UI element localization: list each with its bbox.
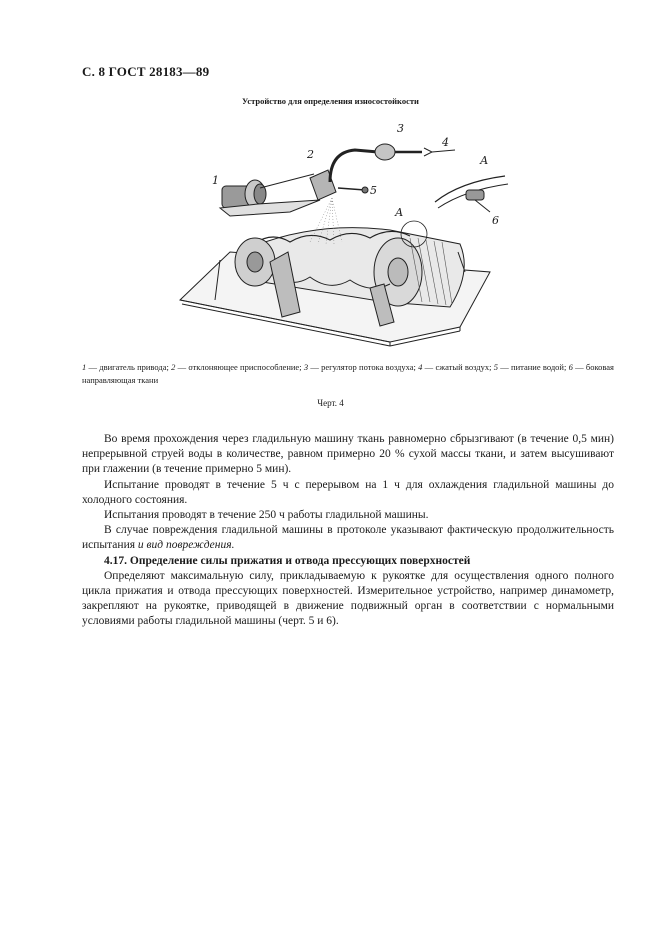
paragraph-text: В случае повреждения гладильной машины в протоколе указывают фактическую продолжительность испытания [82, 524, 614, 552]
caption-text-3: — регулятор потока воздуха; [308, 362, 419, 372]
caption-text-1: — двигатель привода; [86, 362, 172, 372]
caption-text-6: — боковая направляющая ткани [82, 362, 614, 385]
figure-caption [82, 361, 614, 387]
paragraph-emphasis: и вид повреждения. [137, 539, 235, 552]
label-6: 6 [492, 214, 499, 227]
body-text [82, 432, 614, 630]
label-5: 5 [370, 184, 377, 197]
caption-num-1: 1 [82, 362, 87, 372]
regulator [375, 144, 395, 160]
paragraph [82, 523, 614, 553]
caption-num-2: 2 [171, 362, 176, 372]
air-pipe [330, 150, 378, 182]
label-a-main: А [395, 206, 404, 219]
caption-num-3: 3 [303, 362, 309, 372]
caption-num-5: 5 [493, 362, 498, 372]
paragraph: Во время прохождения через гладильную машину ткань равномерно сбрызгивают (в течение 0,5 мин) непрерывной струей воды в количестве, равном примерно 20 % сухой массы ткани, и затем высушивают при глажении (в течение примерно 5 мин). [82, 433, 614, 476]
caption-text-5: — питание водой; [498, 362, 569, 372]
caption-num-6: 6 [568, 362, 573, 372]
figure-title: Устройство для определения износостойкости [242, 96, 419, 106]
label-2: 2 [307, 148, 314, 161]
caption-text-4: — сжатый воздух; [422, 362, 494, 372]
label-a-detail: А [480, 154, 489, 167]
caption-num-4: 4 [418, 362, 423, 372]
paragraph: Определяют максимальную силу, прикладываемую к рукоятке для осуществления одного полного цикла прижатия и отвода прессующих поверхностей. Измерительное устройство, например динамометр, закрепляют на рукоятке, приводящей в движение подвижный орган в соответствии с нормальными условиями работы гладильной машины (черт. 5 и 6). [82, 569, 614, 628]
figure-label: Черт. 4 [317, 398, 344, 408]
caption-text-2: — отклоняющее приспособление; [175, 362, 304, 372]
paragraph: Испытания проводят в течение 250 ч работы гладильной машины. [104, 509, 429, 522]
section-heading: 4.17. Определение силы прижатия и отвода прессующих поверхностей [104, 554, 471, 567]
paragraph: Испытание проводят в течение 5 ч с перерывом на 1 ч для охлаждения гладильной машины до холодного состояния. [82, 478, 614, 506]
page-header: С. 8 ГОСТ 28183—89 [82, 64, 210, 79]
label-3: 3 [397, 122, 404, 135]
label-4: 4 [442, 136, 449, 149]
label-1: 1 [212, 174, 219, 187]
figure-illustration [160, 112, 520, 348]
